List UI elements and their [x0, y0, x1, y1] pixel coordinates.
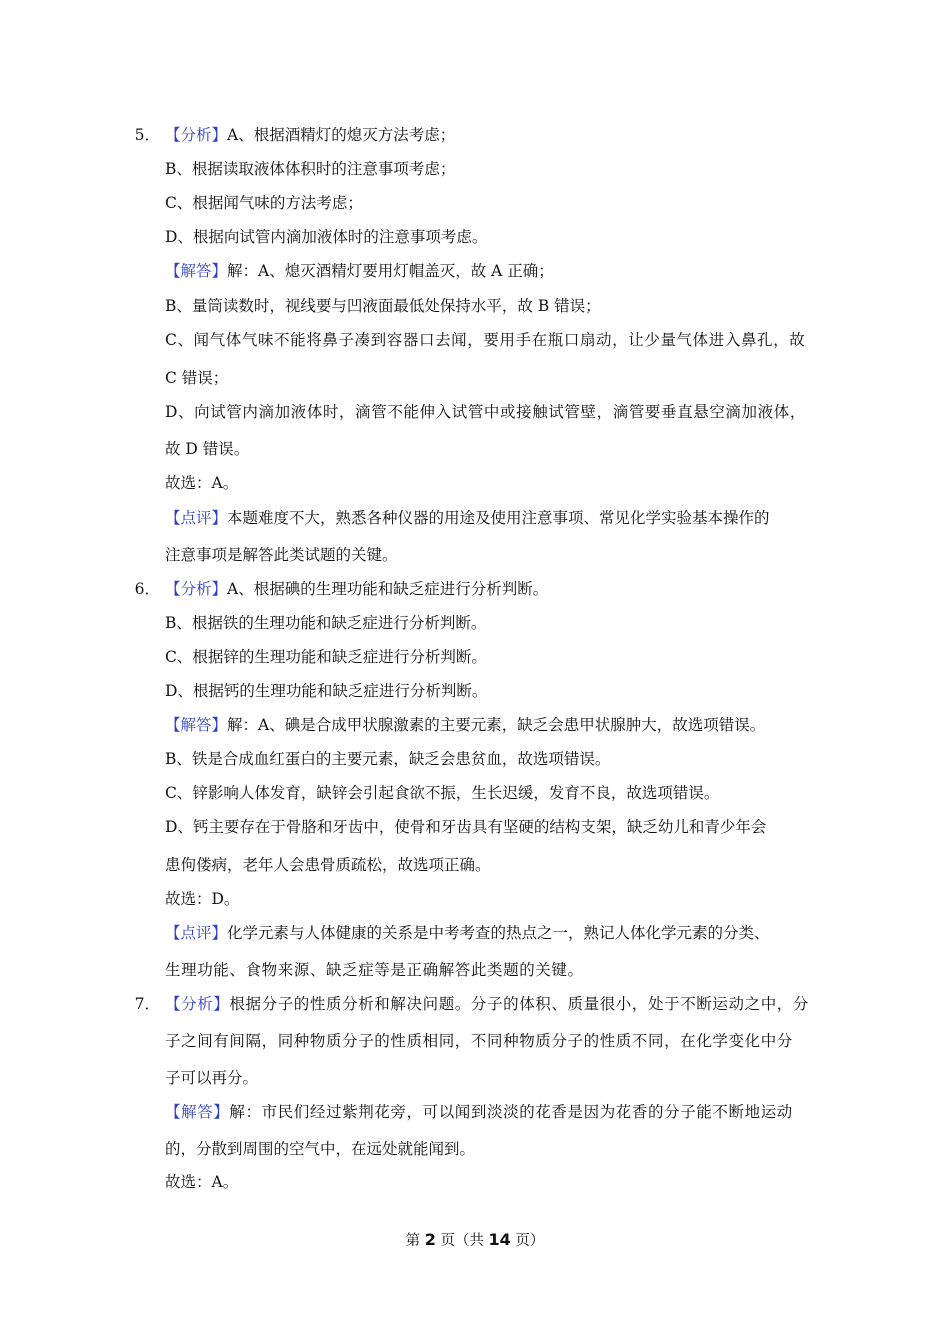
- line-body: 患佝偻病，老年人会患骨质疏松，故选项正确。: [165, 856, 491, 874]
- line-body: 故 D 错误。: [165, 440, 250, 458]
- footer-middle: 页（共: [440, 1233, 484, 1249]
- q5-line: [0, 152, 950, 186]
- line-body: 化学元素与人体健康的关系是中考考查的热点之一，熟记人体化学元素的分类、: [227, 924, 770, 942]
- line-text: [165, 848, 491, 882]
- section-tag: 【点评】: [165, 509, 228, 527]
- question-number: 6．: [134, 580, 160, 598]
- line-text: [165, 501, 770, 535]
- page-footer: [0, 1226, 950, 1254]
- line-body: C、锌影响人体发育，缺锌会引起食欲不振，生长迟缓，发育不良，故选项错误。: [165, 784, 720, 802]
- q5-line: [0, 220, 950, 254]
- q7-line: [0, 1165, 950, 1199]
- footer-suffix: 页）: [515, 1233, 545, 1249]
- section-tag: 【分析】: [165, 126, 228, 144]
- q5-line: [0, 432, 950, 466]
- line-body: 故选：A。: [165, 474, 239, 492]
- line-text: [165, 742, 610, 776]
- q6-line: [0, 916, 950, 950]
- line-text: [165, 916, 770, 950]
- line-text: [165, 323, 805, 357]
- line-body: 解：A、碘是合成甲状腺激素的主要元素，缺乏会患甲状腺肿大，故选项错误。: [227, 716, 766, 734]
- line-text: [165, 152, 455, 186]
- footer-prefix: 第: [405, 1233, 421, 1249]
- line-text: [165, 186, 363, 220]
- line-body: D、根据向试管内滴加液体时的注意事项考虑。: [165, 228, 488, 246]
- q5-line: [0, 186, 950, 220]
- line-text: [165, 538, 398, 572]
- line-body: B、根据读取液体体积时的注意事项考虑；: [165, 160, 456, 178]
- line-text: [165, 1165, 238, 1199]
- line-text: [165, 432, 249, 466]
- line-text: [165, 987, 809, 1021]
- section-tag: 【解答】: [165, 262, 228, 280]
- q7-line: [0, 1095, 950, 1129]
- q5-line: [0, 361, 950, 395]
- section-tag: 【点评】: [165, 924, 228, 942]
- q6-line: [0, 882, 950, 916]
- q6-line: [0, 776, 950, 810]
- line-text: [165, 289, 601, 323]
- line-body: C、根据闻气味的方法考虑；: [165, 194, 363, 212]
- line-body: C 错误；: [165, 369, 229, 387]
- section-tag: 【分析】: [165, 580, 228, 598]
- line-body: C、闻气体气味不能将鼻子凑到容器口去闻，要用手在瓶口扇动，让少量气体进入鼻孔，故: [165, 331, 806, 349]
- q7-line: [0, 1132, 950, 1166]
- question-number: 7．: [134, 995, 160, 1013]
- line-body: 子之间有间隔，同种物质分子的性质相同，不同种物质分子的性质不同，在化学变化中分: [165, 1032, 793, 1050]
- line-body: 故选：D。: [165, 890, 240, 908]
- q6-line: [0, 674, 950, 708]
- line-body: 根据分子的性质分析和解决问题。分子的体积、质量很小，处于不断运动之中，分: [229, 995, 810, 1013]
- line-text: [165, 572, 548, 606]
- q7-line: [0, 987, 950, 1021]
- q5-line: [0, 289, 950, 323]
- line-body: 解：A、熄灭酒精灯要用灯帽盖灭，故 A 正确；: [227, 262, 554, 280]
- line-body: 的，分散到周围的空气中，在远处就能闻到。: [165, 1140, 476, 1158]
- line-text: [165, 1024, 793, 1058]
- line-body: B、铁是合成血红蛋白的主要元素，缺乏会患贫血，故选项错误。: [165, 750, 611, 768]
- line-body: B、量筒读数时，视线要与凹液面最低处保持水平，故 B 错误；: [165, 297, 601, 315]
- q6-line: [0, 810, 950, 844]
- line-body: A、根据碘的生理功能和缺乏症进行分析判断。: [227, 580, 549, 598]
- q6-line: [0, 572, 950, 606]
- line-body: 本题难度不大，熟悉各种仪器的用途及使用注意事项、常见化学实验基本操作的: [227, 509, 770, 527]
- line-text: [165, 674, 487, 708]
- line-text: [165, 118, 455, 152]
- section-tag: 【解答】: [165, 716, 228, 734]
- q5-line: [0, 118, 950, 152]
- line-text: [165, 708, 765, 742]
- q6-line: [0, 708, 950, 742]
- q5-line: [0, 323, 950, 357]
- line-text: [165, 466, 238, 500]
- line-body: 故选：A。: [165, 1173, 239, 1191]
- line-body: D、向试管内滴加液体时，滴管不能伸入试管中或接触试管壁，滴管要垂直悬空滴加液体，: [165, 403, 806, 421]
- line-body: 解：市民们经过紫荆花旁，可以闻到淡淡的花香是因为花香的分子能不断地运动: [229, 1103, 793, 1121]
- line-body: A、根据酒精灯的熄灭方法考虑；: [227, 126, 456, 144]
- q6-line: [0, 742, 950, 776]
- q5-line: [0, 395, 950, 429]
- q6-line: [0, 848, 950, 882]
- question-number: 5．: [134, 126, 160, 144]
- line-text: [165, 395, 806, 429]
- line-text: [165, 1095, 793, 1129]
- section-tag: 【解答】: [165, 1103, 230, 1121]
- section-tag: 【分析】: [165, 995, 230, 1013]
- line-text: [165, 361, 228, 395]
- q7-line: [0, 1061, 950, 1095]
- line-text: [165, 220, 487, 254]
- q7-line: [0, 1024, 950, 1058]
- q6-line: [0, 640, 950, 674]
- q6-line: [0, 953, 950, 987]
- line-body: B、根据铁的生理功能和缺乏症进行分析判断。: [165, 614, 487, 632]
- q5-line: [0, 254, 950, 288]
- q5-line: [0, 466, 950, 500]
- footer-page-number: 2: [424, 1230, 436, 1249]
- line-body: 注意事项是解答此类试题的关键。: [165, 546, 398, 564]
- line-body: 生理功能、食物来源、缺乏症等是正确解答此类题的关键。: [165, 961, 584, 979]
- line-body: D、根据钙的生理功能和缺乏症进行分析判断。: [165, 682, 488, 700]
- line-body: D、钙主要存在于骨胳和牙齿中，使骨和牙齿具有坚硬的结构支架，缺乏幼儿和青少年会: [165, 818, 767, 836]
- line-body: 子可以再分。: [165, 1069, 259, 1087]
- line-text: [165, 776, 719, 810]
- line-text: [165, 640, 487, 674]
- line-text: [165, 606, 486, 640]
- line-text: [165, 953, 584, 987]
- footer-total-pages: 14: [488, 1230, 511, 1249]
- q5-line: [0, 501, 950, 535]
- line-text: [165, 254, 554, 288]
- line-text: [165, 1061, 258, 1095]
- line-text: [165, 1132, 475, 1166]
- q5-line: [0, 538, 950, 572]
- line-text: [165, 882, 239, 916]
- line-text: [165, 810, 766, 844]
- q6-line: [0, 606, 950, 640]
- line-body: C、根据锌的生理功能和缺乏症进行分析判断。: [165, 648, 487, 666]
